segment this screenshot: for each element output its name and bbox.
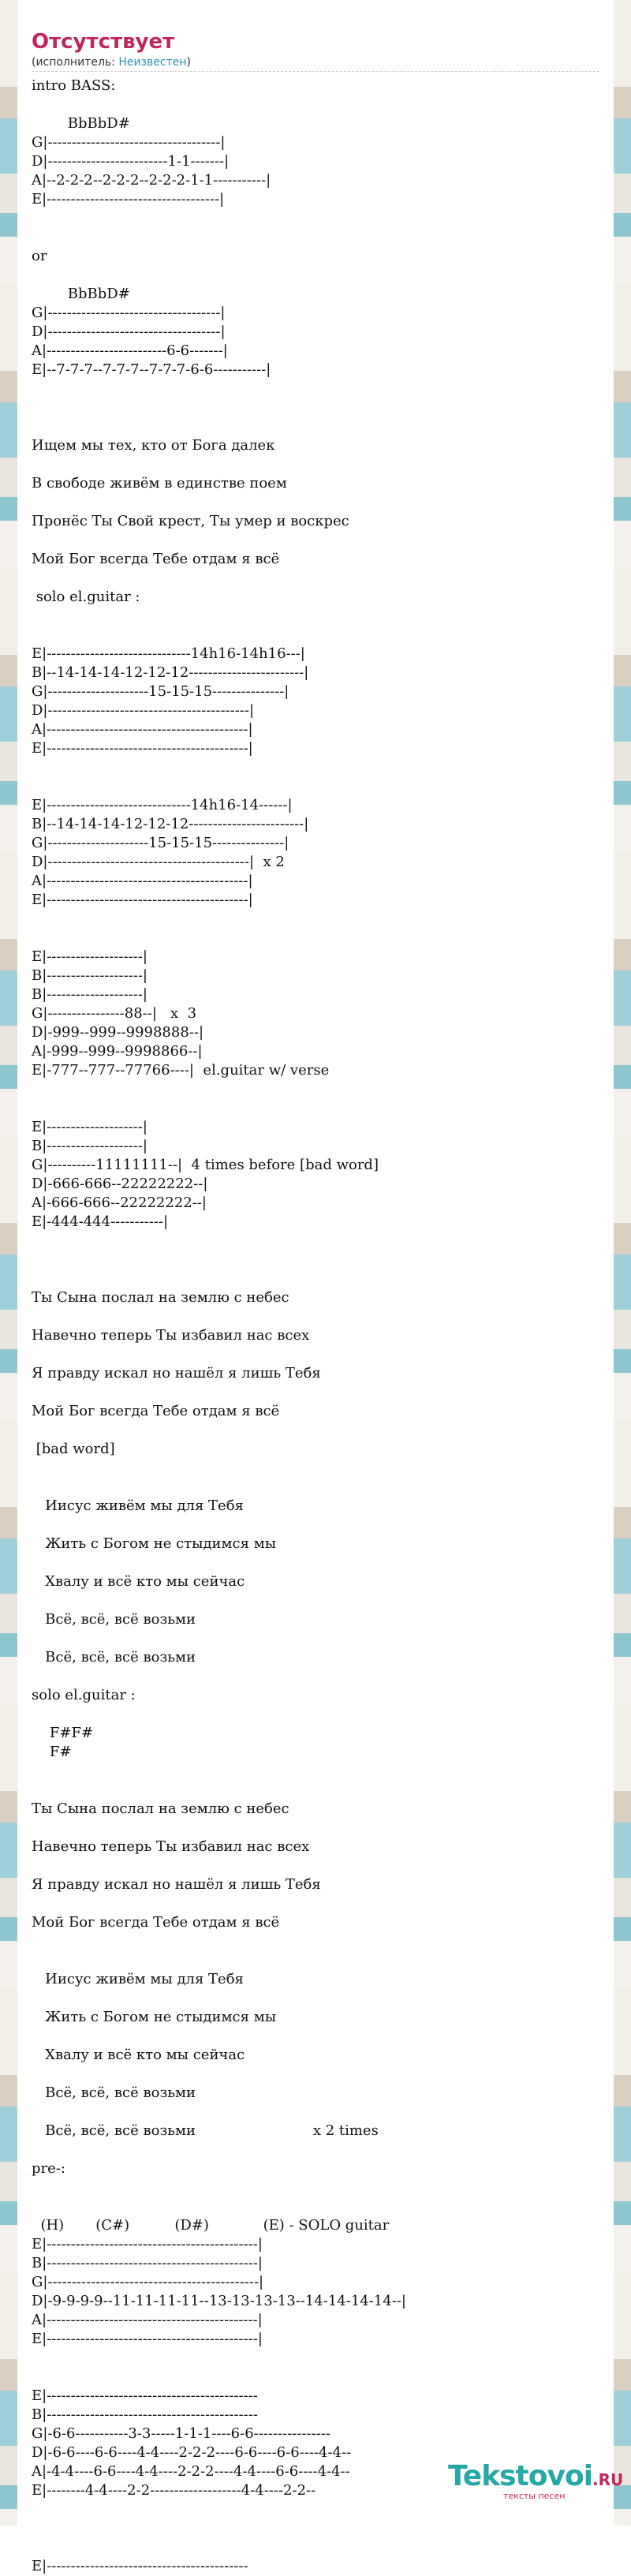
artist-prefix: (исполнитель: bbox=[32, 56, 119, 69]
artist-suffix: ) bbox=[186, 56, 191, 69]
site-logo[interactable] bbox=[448, 2462, 623, 2501]
lyrics-body: intro BASS: BbBbD# G|------------------------------------| D|-------------------------1-1-------| A|--2-2-2--2-2-2--2-2-2-1-1-----------| E|------------------------------------| or BbBbD# G|------------------------------------| D|------------------------------------| A|-------------------------6-6-------| E|--7-7-7--7-7-7--7-7-7-6-6-----------| Ищем мы тех, кто от Бога далек В свободе живём в единстве поем Пронёс Ты Свой крест, Ты умер и воскрес Мой Бог всегда Тебе отдам я всё solo el.guitar : E|------------------------------14h16-14h16---| B|--14-14-14-12-12-12------------------------| G|---------------------15-15-15---------------| D|------------------------------------------| A|------------------------------------------| E|------------------------------------------| E|------------------------------14h16-14------| B|--14-14-14-12-12-12------------------------| G|---------------------15-15-15---------------| D|------------------------------------------| x 2 A|------------------------------------------| E|------------------------------------------| E|--------------------| B|--------------------| B|--------------------| G|----------------88--| x 3 D|-999--999--9998888--| A|-999--999--9998866--| E|-777--777--77766----| el.guitar w/ verse E|--------------------| B|--------------------| G|----------11111111--| 4 times before [bad word] D|-666-666--22222222--| A|-666-666--22222222--| E|-444-444-----------| Ты Сына послал на землю с небес Навечно теперь Ты избавил нас всех Я правду искал но нашёл я лишь Тебя Мой Бог всегда Тебе отдам я всё [bad word] Иисус живём мы для Тебя Жить с Богом не стыдимся мы Хвалу и всё кто мы сейчас Всё, всё, всё возьми Всё, всё, всё возьми solo el.guitar : F#F# F# Ты Сына послал на землю с небес Навечно теперь Ты избавил нас всех Я правду искал но нашёл я лишь Тебя Мой Бог всегда Тебе отдам я всё Иисус живём мы для Тебя Жить с Богом не стыдимся мы Хвалу и всё кто мы сейчас Всё, всё, всё возьми Всё, всё, всё возьми x 2 times pre-: (H) (C#) (D#) (E) - SOLO guitar E|--------------------------------------------| B|--------------------------------------------| G|--------------------------------------------| D|-9-9-9-9--11-11-11-11--13-13-13-13--14-14-14-14--| A|--------------------------------------------| E|--------------------------------------------| E|-------------------------------------------- B|-------------------------------------------- G|-6-6-----------3-3-----1-1-1----6-6---------------- D|-6-6----6-6----4-4----2-2-2----6-6----6-6----4-4-- A|-4-4----6-6----4-4----2-2-2----4-4----6-6----4-4-- E|--------4-4----2-2-------------------4-4----2-2-- E|------------------------------------------ bbox=[32, 77, 406, 2574]
logo-suffix-text: .RU bbox=[592, 2470, 624, 2489]
song-page bbox=[32, 30, 599, 2576]
artist-line bbox=[32, 55, 599, 69]
artist-link[interactable]: Неизвестен bbox=[118, 56, 187, 69]
left-decorative-border bbox=[0, 0, 17, 2526]
song-title: Отсутствует bbox=[32, 30, 175, 54]
logo-main-text: Tekstovoi bbox=[448, 2460, 593, 2492]
right-decorative-border bbox=[614, 0, 631, 2526]
logo-tagline: тексты песен bbox=[503, 2491, 566, 2501]
header-divider bbox=[32, 71, 599, 72]
